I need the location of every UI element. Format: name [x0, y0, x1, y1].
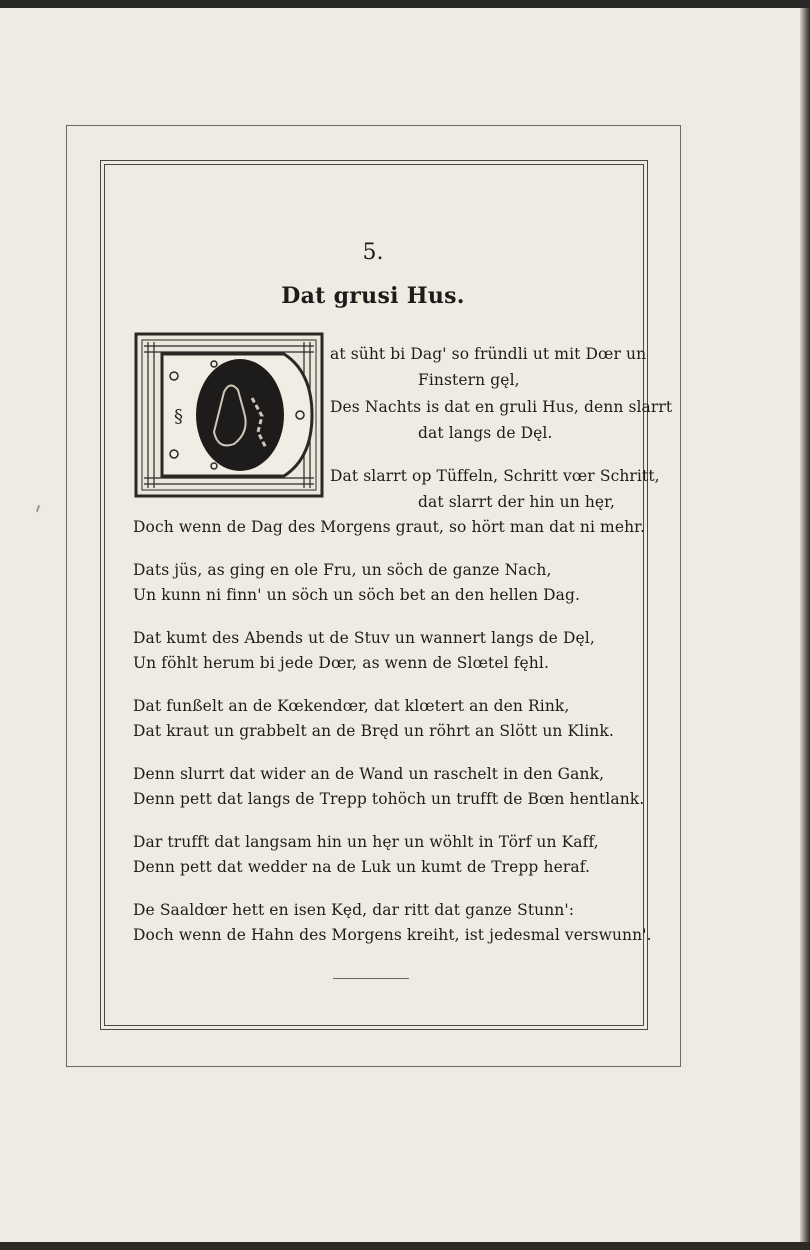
- verse-line: Un kunn ni finn' un söch un söch bet an den hellen Dag.: [133, 586, 581, 604]
- verse-line: Denn slurrt dat wider an de Wand un raschelt in den Gank,: [133, 765, 605, 783]
- verse-line: Des Nachts is dat en gruli Hus, denn slarrt: [330, 398, 673, 416]
- verse-line: Un föhlt herum bi jede Dœr, as wenn de Slœtel fęhl.: [133, 654, 549, 672]
- verse-line: De Saaldœr hett en isen Kęd, dar ritt dat ganze Stunn':: [133, 901, 575, 919]
- verse-line: Dar trufft dat langsam hin un hęr un wöhlt in Törf un Kaff,: [133, 833, 599, 851]
- verse-line: Denn pett dat wedder na de Luk un kumt de Trepp heraf.: [133, 858, 591, 876]
- verse-line: Dat kraut un grabbelt an de Bręd un röhrt an Slött un Klink.: [133, 722, 614, 740]
- page-edge: [800, 8, 810, 1242]
- verse-line: dat langs de Dęl.: [418, 424, 553, 442]
- verse-line: Dats jüs, as ging en ole Fru, un söch de ganze Nach,: [133, 561, 552, 579]
- verse-line: Dat funßelt an de Kœkendœr, dat klœtert an den Rink,: [133, 697, 570, 715]
- verse-line: Doch wenn de Hahn des Morgens kreiht, ist jedesmal verswunn'.: [133, 926, 652, 944]
- verse-line: Dat slarrt op Tüffeln, Schritt vœr Schritt,: [330, 467, 660, 485]
- verse-line: at süht bi Dag' so fründli ut mit Dœr un: [330, 345, 647, 363]
- chapter-number: 5.: [362, 240, 384, 265]
- closing-rule: [333, 978, 409, 979]
- verse-line: Denn pett dat langs de Trepp tohöch un trufft de Bœn hentlank.: [133, 790, 645, 808]
- verse-line: dat slarrt der hin un hęr,: [418, 493, 616, 511]
- chapter-title: Dat grusi Hus.: [281, 283, 465, 309]
- svg-text:§: §: [174, 406, 183, 427]
- verse-line: Finstern gęl,: [418, 371, 520, 389]
- verse-line: Dat kumt des Abends ut de Stuv un wannert langs de Dęl,: [133, 629, 595, 647]
- drop-cap-illustration: [134, 332, 324, 498]
- verse-line: Doch wenn de Dag des Morgens graut, so hört man dat ni mehr.: [133, 518, 646, 536]
